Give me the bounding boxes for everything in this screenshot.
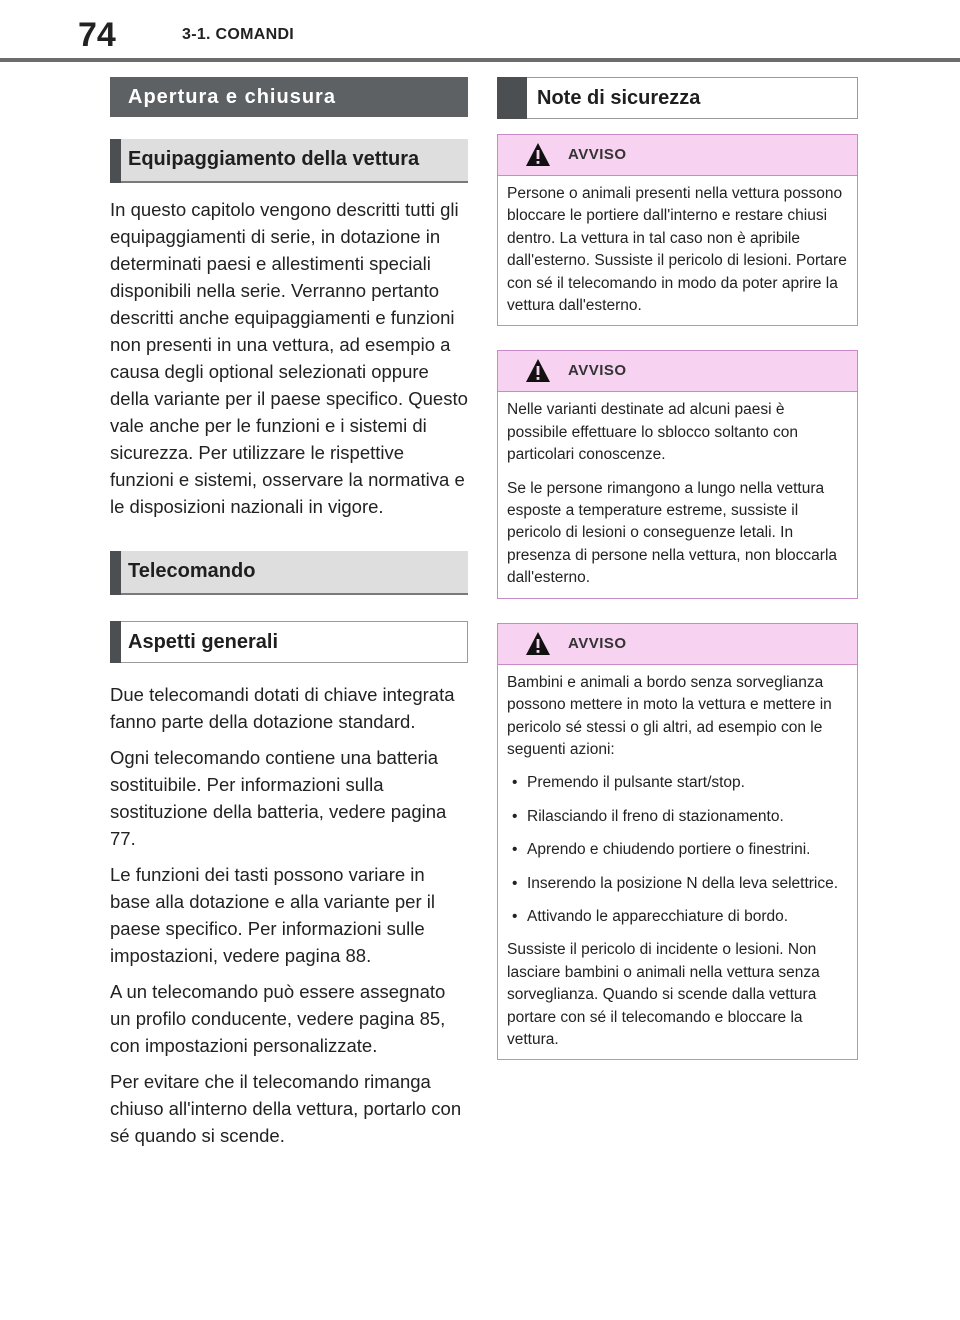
paragraph: A un telecomando può essere assegnato un profilo conducente, vedere pagina 85, con impostazioni personalizzate. [110,981,446,1056]
list-item: • Attivando le apparecchiature di bordo. [507,906,847,928]
warning-header [498,351,857,392]
paragraph: Bambini e animali a bordo senza sorveglianza possono mettere in moto la vettura e mettere in pericolo sé stessi o gli altri, ad esempio con le seguenti azioni: [507,673,832,758]
warning-label: AVVISO [568,362,627,380]
paragraph: In questo capitolo vengono descritti tutti gli equipaggiamenti di serie, in dotazione in determinati paesi e allestimenti speciali disponibili nella serie. Verranno pertanto descritti anche equipaggiamenti e funzioni non presenti in una vettura, ad esempio a causa degli optional selezionati oppure della variante per il paese specifico. Questo vale anche per le funzioni e i sistemi di sicurezza. Per utilizzare le rispettive funzioni e sistemi, osservare la normativa e le disposizioni nazionali in vigore. [110,199,468,517]
warning-label: AVVISO [568,146,627,163]
paragraph: Ogni telecomando contiene una batteria sostituibile. Per informazioni sulla sostituzione della batteria, vedere pagina 77. [110,747,447,849]
right-column [497,77,858,1060]
warning-box-1 [497,134,858,326]
paragraph: Due telecomandi dotati di chiave integrata fanno parte della dotazione standard. [110,684,455,732]
page-number: 74 [78,16,116,54]
warning-body [498,665,857,1060]
subsection-heading-equipment: Equipaggiamento della vettura [110,139,468,183]
subsection-heading-remote: Telecomando [110,551,468,595]
list-item: • Inserendo la posizione N della leva selettrice. [507,873,847,895]
warning-triangle-icon [525,631,551,657]
warning-label: AVVISO [568,634,627,652]
section-title: Apertura e chiusura [110,77,468,117]
warning-triangle-icon [525,142,551,168]
warning-box-2 [497,350,858,598]
subsection-heading-general: Aspetti generali [110,621,468,663]
warning-header [498,135,857,176]
paragraph: Se le persone rimangono a lungo nella vettura esposte a temperature estreme, sussiste il pericolo di lesioni o conseguenze letali. In presenza di persone nella vettura, non bloccarla dall'esterno. [507,479,838,587]
paragraph: Nelle varianti destinate ad alcuni paesi è possibile effettuare lo sblocco soltanto con particolari conoscenze. [507,401,798,464]
header-rule [0,58,960,62]
safety-notes-heading: Note di sicurezza [497,77,858,119]
warning-box-3 [497,623,858,1061]
list-item: • Rilasciando il freno di stazionamento. [507,806,847,828]
warning-triangle-icon [525,358,551,384]
paragraph: Per evitare che il telecomando rimanga chiuso all'interno della vettura, portarlo con sé quando si scende. [110,1071,462,1146]
list-item: • Premendo il pulsante start/stop. [507,772,847,794]
chapter-label: 3-1. COMANDI [182,26,295,43]
warning-body [498,392,857,597]
left-column [110,77,468,1158]
warning-body [498,176,857,325]
warning-header [498,624,857,665]
paragraph: Persone o animali presenti nella vettura possono bloccare le portiere dall'interno e restare chiusi dentro. La vettura in tal caso non è apribile dall'esterno. Sussiste il pericolo di lesioni. Portare con sé il telecomando in modo da poter aprire la vettura dall'esterno. [507,185,847,315]
paragraph: Sussiste il pericolo di incidente o lesioni. Non lasciare bambini o animali nella vettura senza sorveglianza. Quando si scende dalla vettura portare con sé il telecomando e bloccare la vettura. [507,941,820,1048]
general-text [110,681,468,1149]
paragraph: Le funzioni dei tasti possono variare in base alla dotazione e alla variante per il paese specifico. Per informazioni sulle impostazioni, vedere pagina 88. [110,864,435,966]
equipment-text [110,196,468,520]
action-list [507,772,847,928]
list-item: • Aprendo e chiudendo portiere o finestrini. [507,839,847,861]
